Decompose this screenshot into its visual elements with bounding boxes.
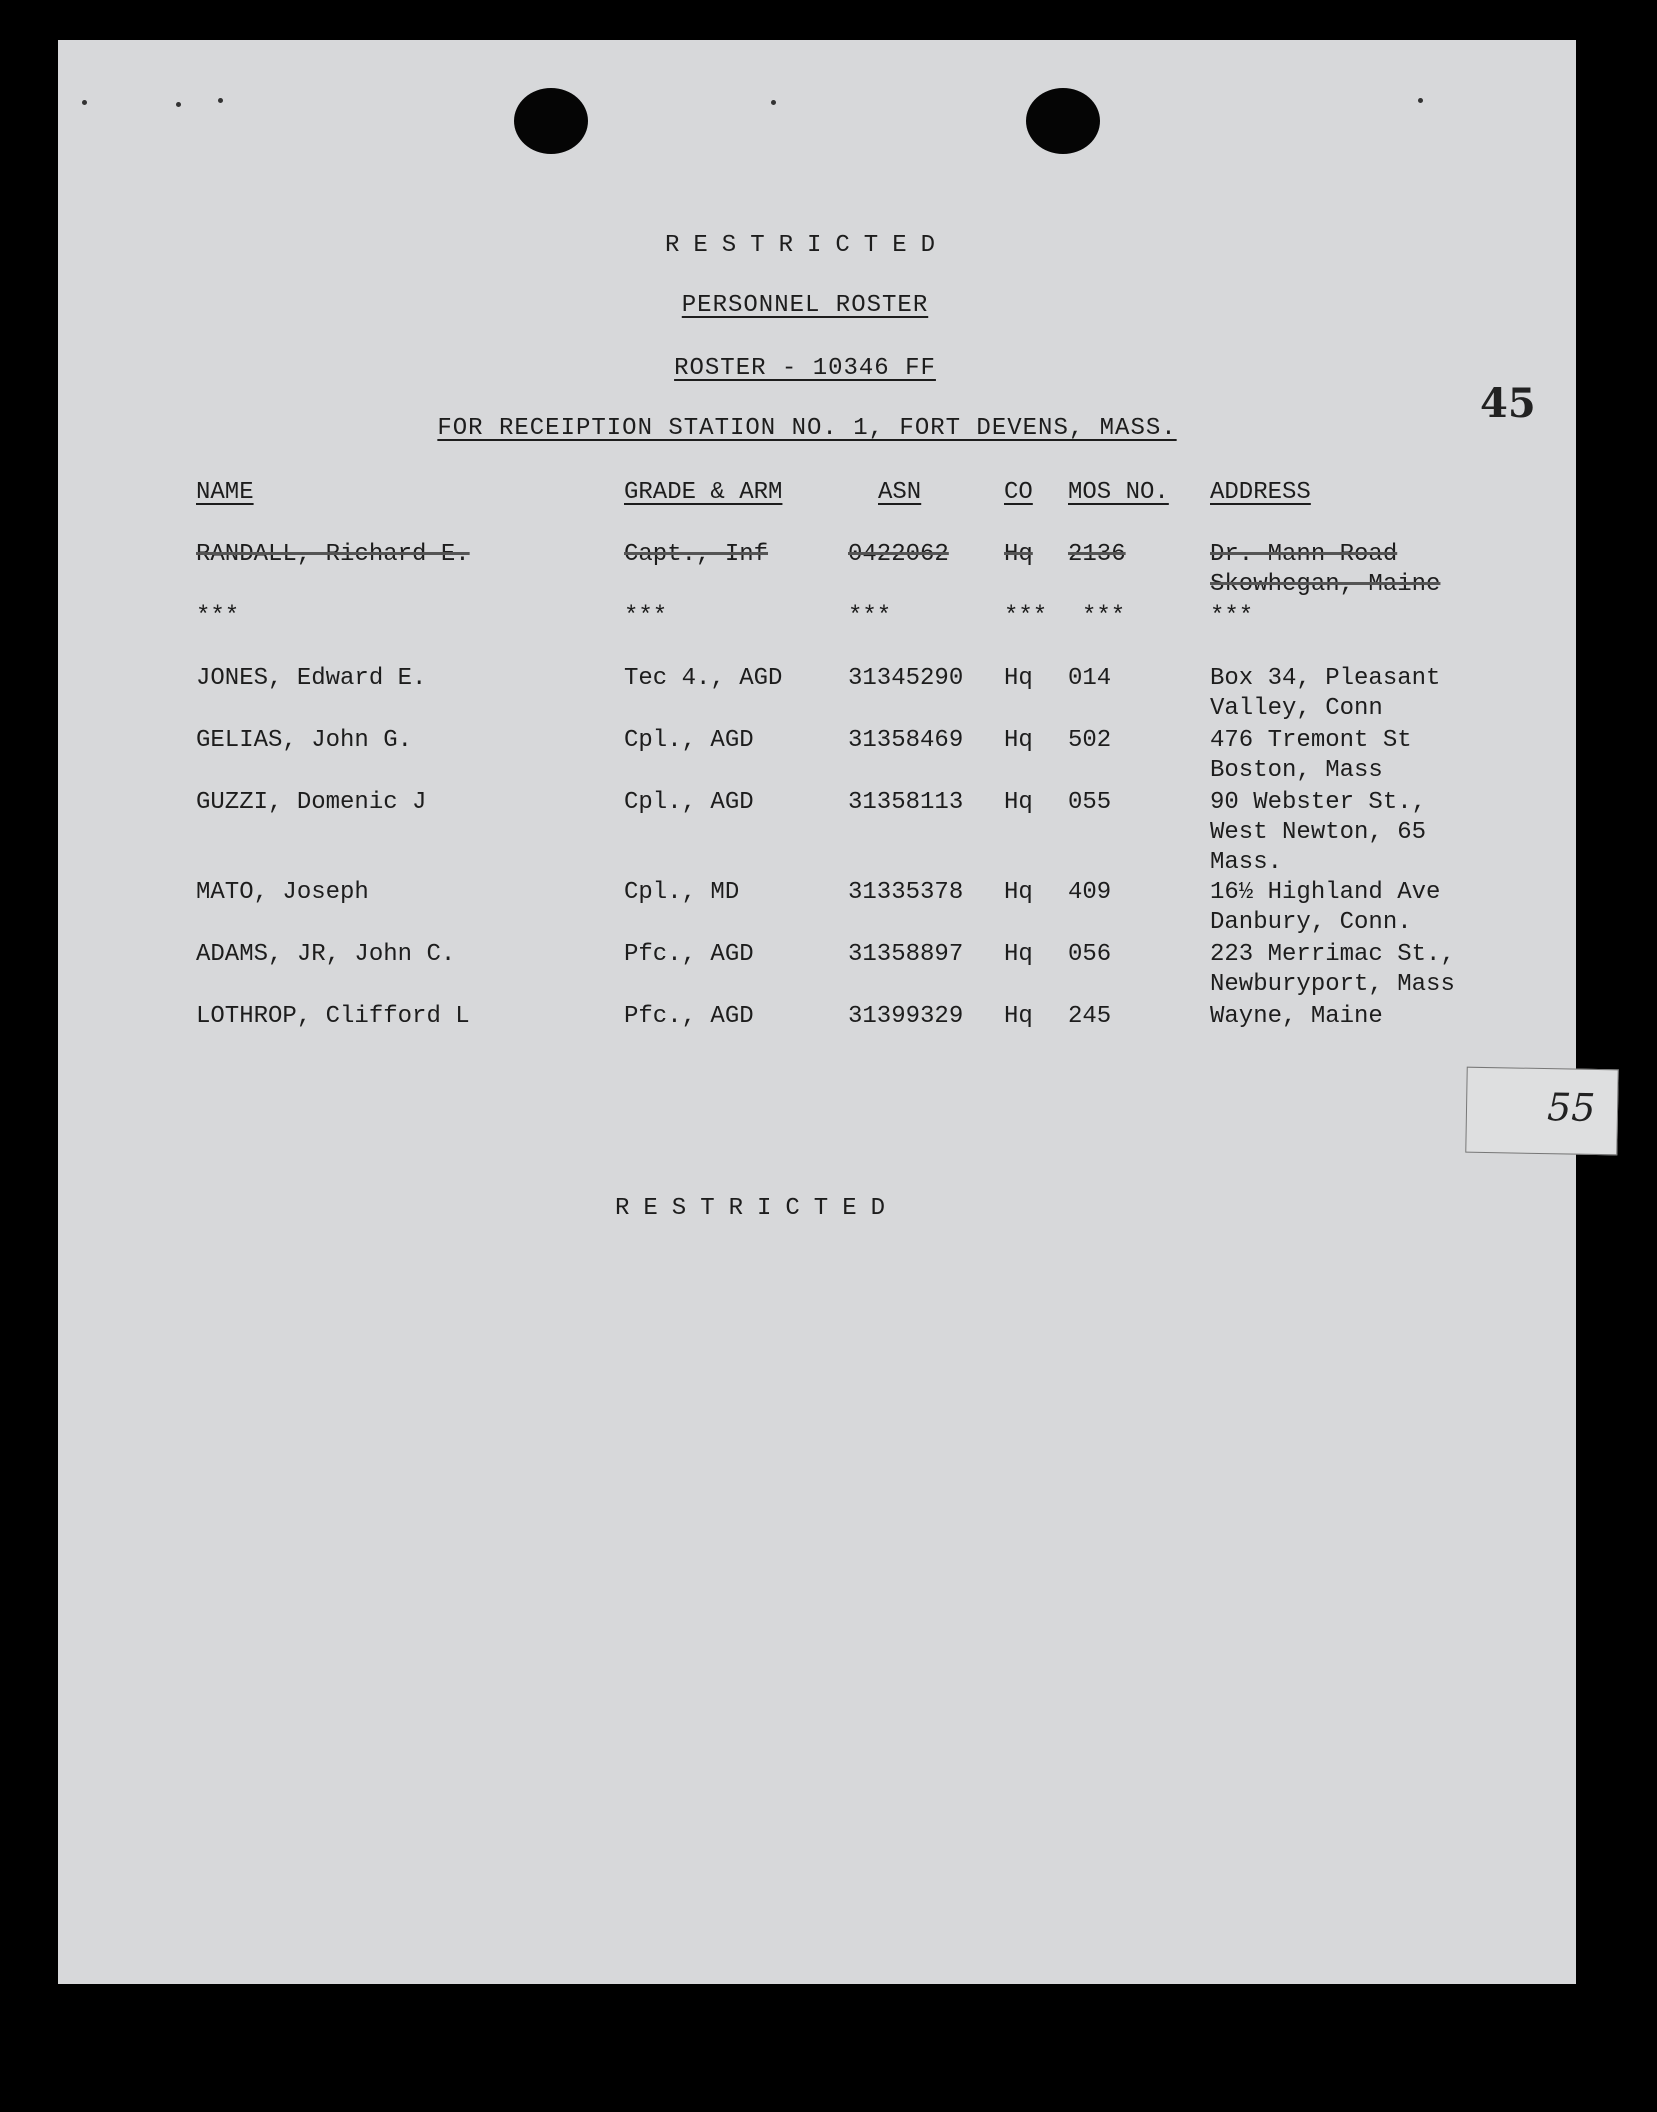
struck-asn: 0422062 <box>848 541 949 568</box>
roster-title: PERSONNEL ROSTER <box>681 292 929 319</box>
row-co: Hq <box>1004 789 1033 816</box>
punch-hole-right <box>1026 88 1100 154</box>
column-header-address: ADDRESS <box>1210 479 1311 506</box>
row-asn: 31358897 <box>848 941 964 968</box>
separator-co: *** <box>1004 603 1048 630</box>
page-number: 45 <box>1480 380 1536 427</box>
row-address-line2: Newburyport, Mass <box>1210 971 1455 998</box>
row-name: JONES, Edward E. <box>196 665 427 692</box>
row-name: ADAMS, JR, John C. <box>196 941 456 968</box>
row-mos: 502 <box>1068 727 1112 754</box>
row-co: Hq <box>1004 1003 1033 1030</box>
speck-mark <box>82 100 87 105</box>
row-grade: Cpl., AGD <box>624 727 754 754</box>
column-header-co: CO <box>1004 479 1033 506</box>
struck-address-line1: Dr. Mann Road <box>1210 541 1398 568</box>
note-number: 55 <box>1546 1085 1596 1130</box>
row-mos: 245 <box>1068 1003 1112 1030</box>
speck-mark <box>176 102 181 107</box>
unit-line: FOR RECEIPTION STATION NO. 1, FORT DEVENS, MASS. <box>437 415 1177 442</box>
row-mos: 056 <box>1068 941 1112 968</box>
row-address-line2: West Newton, 65 <box>1210 819 1427 846</box>
row-mos: 409 <box>1068 879 1112 906</box>
roster-number: ROSTER - 10346 FF <box>674 355 936 382</box>
struck-address-line2: Skowhegan, Maine <box>1210 571 1441 598</box>
struck-name: RANDALL, Richard E. <box>196 541 470 568</box>
row-name: GELIAS, John G. <box>196 727 413 754</box>
row-grade: Pfc., AGD <box>624 1003 754 1030</box>
row-asn: 31358469 <box>848 727 964 754</box>
struck-co: Hq <box>1004 541 1033 568</box>
row-asn: 31345290 <box>848 665 964 692</box>
row-address-line1: Box 34, Pleasant <box>1210 665 1441 692</box>
separator-asn: *** <box>848 603 892 630</box>
classification-bottom: RESTRICTED <box>614 1195 900 1222</box>
row-mos: 014 <box>1068 665 1112 692</box>
separator-grade: *** <box>624 603 668 630</box>
document-page <box>58 40 1596 1984</box>
row-name: GUZZI, Domenic J <box>196 789 427 816</box>
column-header-mos: MOS NO. <box>1068 479 1169 506</box>
speck-mark <box>218 98 223 103</box>
classification-top: RESTRICTED <box>664 232 950 259</box>
separator-mos: *** <box>1082 603 1126 630</box>
row-address-line2: Valley, Conn <box>1210 695 1383 722</box>
row-grade: Cpl., AGD <box>624 789 754 816</box>
row-address-line2: Boston, Mass <box>1210 757 1383 784</box>
column-header-name: NAME <box>196 479 254 506</box>
struck-mos: 2136 <box>1068 541 1126 568</box>
row-address-line2: Danbury, Conn. <box>1210 909 1412 936</box>
row-address-line1: 476 Tremont St <box>1210 727 1412 754</box>
row-grade: Pfc., AGD <box>624 941 754 968</box>
column-header-grade: GRADE & ARM <box>624 479 783 506</box>
row-co: Hq <box>1004 941 1033 968</box>
speck-mark <box>1418 98 1423 103</box>
row-address-line3: Mass. <box>1210 849 1283 876</box>
punch-hole-left <box>514 88 588 154</box>
row-co: Hq <box>1004 665 1033 692</box>
row-asn: 31335378 <box>848 879 964 906</box>
column-header-asn: ASN <box>878 479 922 506</box>
struck-grade: Capt., Inf <box>624 541 769 568</box>
row-asn: 31358113 <box>848 789 964 816</box>
separator-address: *** <box>1210 603 1254 630</box>
attached-note-tab <box>1465 1067 1618 1156</box>
row-address-line1: 90 Webster St., <box>1210 789 1427 816</box>
row-address-line1: 223 Merrimac St., <box>1210 941 1455 968</box>
row-mos: 055 <box>1068 789 1112 816</box>
speck-mark <box>771 100 776 105</box>
row-grade: Cpl., MD <box>624 879 740 906</box>
row-asn: 31399329 <box>848 1003 964 1030</box>
row-name: LOTHROP, Clifford L <box>196 1003 470 1030</box>
row-address-line1: 16½ Highland Ave <box>1210 879 1441 906</box>
row-co: Hq <box>1004 727 1033 754</box>
row-address-line1: Wayne, Maine <box>1210 1003 1383 1030</box>
row-name: MATO, Joseph <box>196 879 369 906</box>
separator-name: *** <box>196 603 240 630</box>
row-co: Hq <box>1004 879 1033 906</box>
row-grade: Tec 4., AGD <box>624 665 783 692</box>
